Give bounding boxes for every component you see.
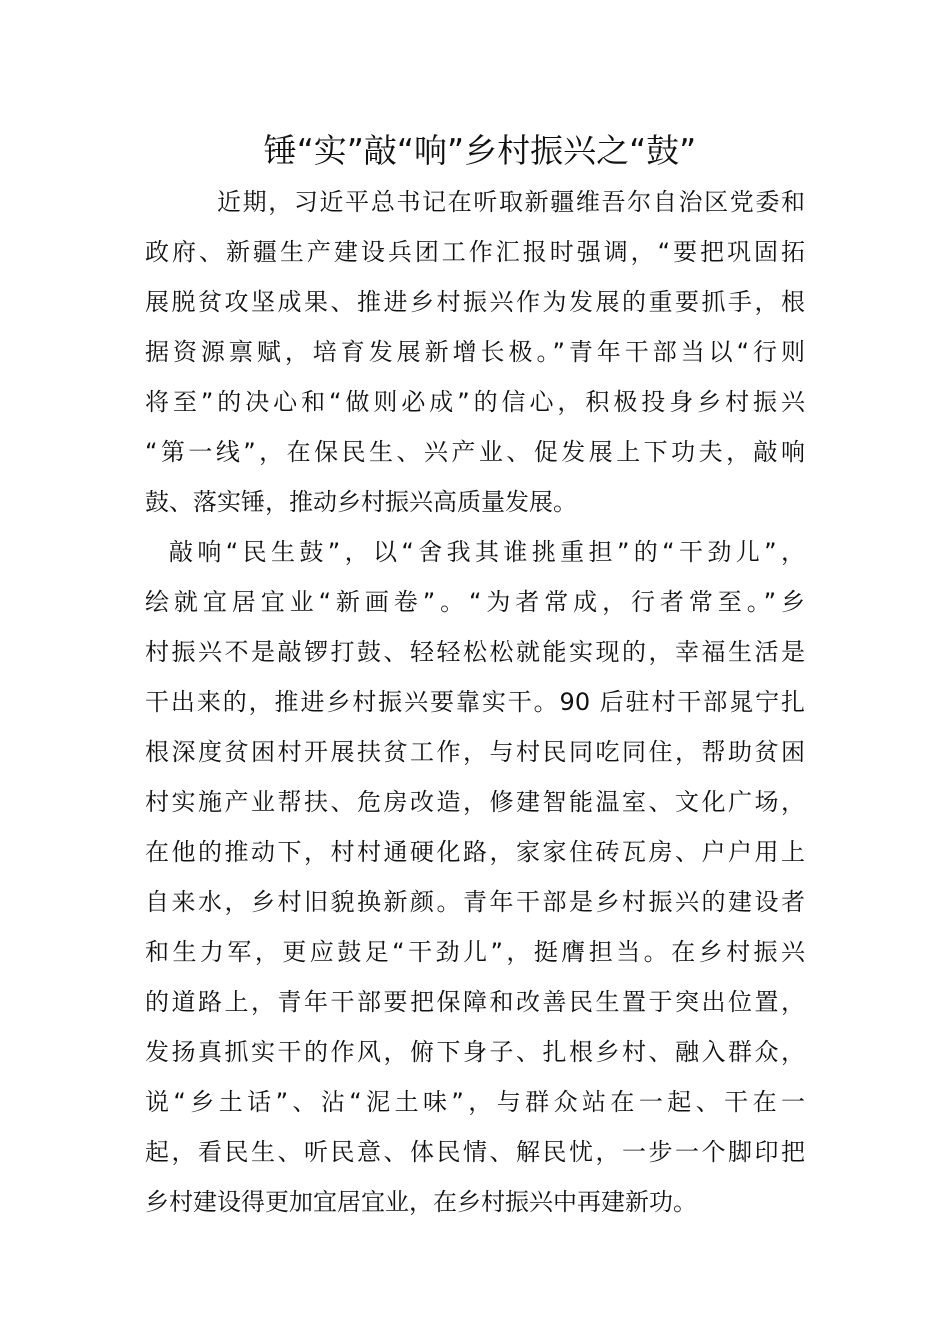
text-line: 根深度贫困村开展扶贫工作，与村民同吃同住，帮助贫困	[145, 738, 805, 766]
text-line: 的道路上，青年干部要把保障和改善民生置于突出位置，	[145, 988, 805, 1016]
text-line: 展脱贫攻坚成果、推进乡村振兴作为发展的重要抓手，根	[145, 288, 805, 316]
paragraph-1	[145, 177, 805, 527]
text-line: 绘就宜居宜业“新画卷”。“为者常成，行者常至。”乡	[145, 588, 805, 616]
text-line: 村实施产业帮扶、危房改造，修建智能温室、文化广场，	[145, 788, 805, 816]
paragraph-2	[145, 527, 805, 1227]
text-line: 鼓、落实锤，推动乡村振兴高质量发展。	[145, 488, 577, 516]
text-line: 说“乡土话”、沾“泥土味”，与群众站在一起、干在一	[145, 1088, 805, 1116]
text-line: 将至”的决心和“做则必成”的信心，积极投身乡村振兴	[145, 388, 805, 416]
text-line: 乡村建设得更加宜居宜业，在乡村振兴中再建新功。	[145, 1188, 697, 1216]
text-line: 在他的推动下，村村通硬化路，家家住砖瓦房、户户用上	[145, 838, 805, 866]
text-line: 据资源禀赋，培育发展新增长极。”青年干部当以“行则	[145, 338, 805, 366]
document-title: 锤“实”敲“响”乡村振兴之“鼓”	[263, 131, 697, 170]
text-line: 自来水，乡村旧貌换新颜。青年干部是乡村振兴的建设者	[145, 888, 805, 916]
text-line: 近期，习近平总书记在听取新疆维吾尔自治区党委和	[217, 188, 805, 216]
text-line: 敲响“民生鼓”，以“舍我其谁挑重担”的“干劲儿”，	[169, 538, 805, 566]
document-body	[145, 177, 805, 1227]
text-line: 村振兴不是敲锣打鼓、轻轻松松就能实现的，幸福生活是	[145, 638, 805, 666]
text-line: 政府、新疆生产建设兵团工作汇报时强调，“要把巩固拓	[145, 238, 805, 266]
text-line: 起，看民生、听民意、体民情、解民忧，一步一个脚印把	[145, 1138, 805, 1166]
text-line: 发扬真抓实干的作风，俯下身子、扎根乡村、融入群众，	[145, 1038, 805, 1066]
text-line: 干出来的，推进乡村振兴要靠实干。90 后驻村干部晁宁扎	[145, 688, 805, 716]
text-line: “第一线”，在保民生、兴产业、促发展上下功夫，敲响	[145, 438, 805, 466]
text-line: 和生力军，更应鼓足“干劲儿”，挺膺担当。在乡村振兴	[145, 938, 805, 966]
